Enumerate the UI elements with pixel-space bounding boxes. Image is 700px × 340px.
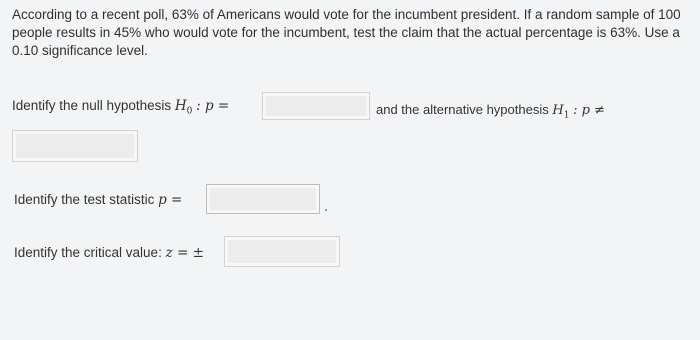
null-hypothesis-expr: : p = [196, 98, 230, 114]
test-statistic-prompt: Identify the test statistic [14, 192, 155, 207]
problem-statement: According to a recent poll, 63% of Americans would vote for the incumbent president. If a random sample of 100 people results in 45% who would vote for the incumbent, test the claim that the actual percentage is 63%. Use a 0.10 significance level. [12, 7, 681, 58]
alt-hypothesis-prompt: and the alternative hypothesis [376, 102, 549, 117]
period-mark [325, 209, 327, 211]
alt-hypothesis-input[interactable] [12, 130, 138, 162]
null-hypothesis-row [12, 98, 229, 117]
null-hypothesis-prompt: Identify the null hypothesis [12, 98, 172, 113]
null-hypothesis-input[interactable] [262, 92, 370, 120]
test-statistic-input[interactable] [206, 184, 320, 214]
test-statistic-row [14, 192, 182, 208]
critical-value-expr: z = ± [165, 245, 204, 261]
critical-value-row [14, 245, 204, 261]
test-statistic-expr: p = [158, 192, 183, 208]
critical-value-input[interactable] [224, 236, 340, 267]
null-hypothesis-symbol: $H_0$ [174, 98, 193, 117]
alt-hypothesis-row [376, 102, 605, 121]
alt-hypothesis-symbol: $H_1$ [552, 103, 570, 121]
critical-value-prompt: Identify the critical value: [14, 245, 162, 260]
alt-hypothesis-expr: : p ≠ [573, 103, 605, 118]
